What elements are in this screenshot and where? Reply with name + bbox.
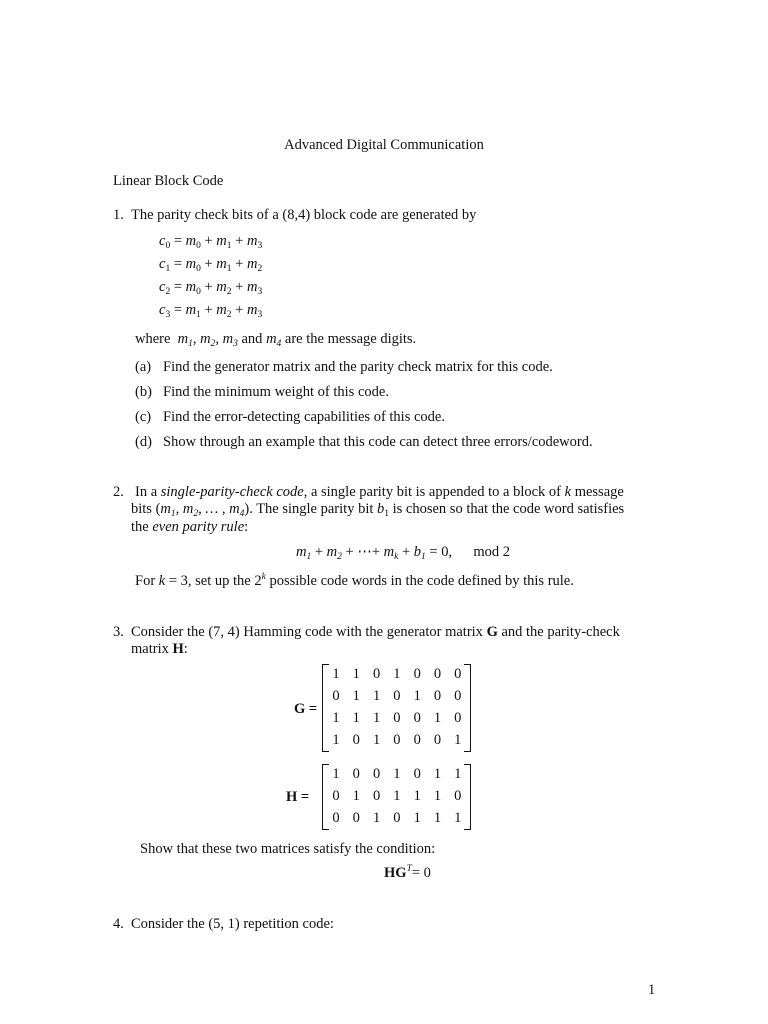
h-matrix-label: H = — [286, 789, 310, 805]
q1-part-text: Show through an example that this code can detect three errors/codeword. — [163, 434, 593, 450]
h-matrix — [322, 764, 471, 830]
section-heading: Linear Block Code — [113, 173, 224, 189]
cond-t: T — [406, 864, 412, 874]
matrix-cell: 1 — [433, 766, 442, 782]
page-number: 1 — [648, 982, 656, 998]
q1-part-label: (a) — [135, 359, 152, 375]
q2-l1a: In a — [135, 484, 161, 500]
q1-intro: The parity check bits of a (8,4) block code are generated by — [131, 207, 477, 223]
q2-kl-sup: k — [261, 572, 266, 582]
where-and: and — [241, 331, 263, 347]
q3-l1b: and the parity-check — [497, 624, 620, 640]
matrix-cell: 0 — [372, 788, 381, 804]
q1-equation: $c_2 = m_0 + m_2 + m_3$ — [159, 279, 263, 297]
q2-kl-k: k — [158, 573, 166, 589]
matrix-cell: 1 — [393, 788, 401, 804]
q2-kl-b: = 3, set up the 2 — [165, 573, 262, 589]
q2-kl-c: possible code words in the code defined by this rule. — [265, 573, 574, 589]
matrix-cell: 1 — [413, 788, 421, 804]
matrix-cell: 0 — [352, 766, 360, 782]
matrix-cell: 1 — [352, 788, 360, 804]
q1-part-label: (c) — [135, 409, 152, 425]
q1-equation: $c_1 = m_0 + m_1 + m_2$ — [159, 256, 263, 274]
matrix-cell: 1 — [332, 710, 340, 726]
q1-part-text: Find the minimum weight of this code. — [163, 384, 389, 400]
matrix-cell: 1 — [433, 810, 442, 826]
matrix-cell: 1 — [372, 810, 381, 826]
matrix-cell: 1 — [393, 766, 401, 782]
matrix-cell: 0 — [393, 810, 401, 826]
q3-condition — [384, 865, 431, 882]
matrix-cell: 0 — [433, 666, 442, 682]
q2-eq-mod: mod 2 — [473, 544, 510, 560]
q2-k-line — [135, 573, 574, 590]
q2-equation: $m_1 + m_2$ + ⋯+ $m_k + b_1 = 0$, mod 2 — [296, 544, 510, 562]
where-suffix: are the message digits. — [284, 331, 417, 347]
matrix-cell: 1 — [393, 666, 401, 682]
matrix-cell: 0 — [332, 788, 340, 804]
q3-line-2 — [131, 641, 188, 658]
q1-part-text: Find the error-detecting capabilities of this code. — [163, 409, 445, 425]
matrix-cell: 0 — [372, 666, 381, 682]
q2-line-3 — [131, 519, 248, 536]
q2-l2-b1: b — [377, 501, 385, 517]
q3-G: G — [486, 624, 498, 640]
matrix-row — [322, 666, 471, 688]
q2-l1-k: k — [564, 484, 572, 500]
q4-number: 4. — [113, 916, 124, 932]
matrix-cell: 0 — [332, 810, 340, 826]
matrix-row — [322, 732, 471, 754]
matrix-cell: 1 — [372, 688, 381, 704]
matrix-cell: 0 — [454, 710, 462, 726]
q2-l2a: bits ( — [131, 501, 161, 517]
matrix-cell: 1 — [332, 732, 340, 748]
g-matrix-label: G = — [294, 701, 318, 717]
matrix-cell: 1 — [433, 710, 442, 726]
where-prefix: where — [135, 331, 171, 347]
q2-l1c: message — [571, 484, 624, 500]
matrix-cell: 1 — [454, 810, 462, 826]
matrix-cell: 0 — [332, 688, 340, 704]
matrix-cell: 1 — [413, 810, 421, 826]
q2-line-2: bits ($m_1$, $m_2$, … , $m_4$). The single parity bit $b_1$ is chosen so that the code word satisfies — [131, 501, 625, 519]
q1-where-line: where $m_1$, $m_2$, $m_3$ and $m_4$ are the message digits. — [135, 331, 417, 349]
matrix-cell: 0 — [454, 688, 462, 704]
q2-l2c: is chosen so that the code word satisfies — [389, 501, 625, 517]
q2-l3b: : — [244, 519, 249, 535]
matrix-cell: 1 — [332, 666, 340, 682]
matrix-cell: 1 — [372, 732, 381, 748]
q2-kl-a: For — [135, 573, 159, 589]
q2-line-1 — [135, 484, 624, 501]
matrix-cell: 0 — [393, 710, 401, 726]
q3-line-1 — [131, 624, 620, 641]
q1-part-label: (d) — [135, 434, 152, 450]
matrix-cell: 0 — [413, 666, 421, 682]
q3-show-text: Show that these two matrices satisfy the condition: — [140, 841, 436, 857]
q1-equation: $c_0 = m_0 + m_1 + m_3$ — [159, 233, 263, 251]
matrix-row — [322, 788, 471, 810]
matrix-cell: 0 — [454, 788, 462, 804]
matrix-row — [322, 688, 471, 710]
q2-l3-italic: even parity rule — [152, 519, 245, 535]
q3-l2: matrix — [131, 641, 173, 657]
matrix-cell: 0 — [352, 810, 360, 826]
q1-part-label: (b) — [135, 384, 152, 400]
q2-number: 2. — [113, 484, 124, 500]
matrix-cell: 1 — [352, 710, 360, 726]
matrix-cell: 1 — [413, 688, 421, 704]
q2-l2b: ). The single parity bit — [244, 501, 377, 517]
matrix-cell: 1 — [352, 688, 360, 704]
matrix-cell: 0 — [413, 732, 421, 748]
matrix-cell: 1 — [454, 732, 462, 748]
q2-l3a: the — [131, 519, 153, 535]
q2-eq-rhs: = 0, — [429, 544, 453, 560]
matrix-row — [322, 810, 471, 832]
q3-H: H — [172, 641, 184, 657]
matrix-cell: 1 — [433, 788, 442, 804]
q2-l1-italic: single-parity-check code — [160, 484, 304, 500]
matrix-cell: 0 — [372, 766, 381, 782]
matrix-cell: 1 — [372, 710, 381, 726]
matrix-cell: 0 — [352, 732, 360, 748]
q1-equation: $c_3 = m_1 + m_2 + m_3$ — [159, 302, 263, 320]
matrix-cell: 1 — [332, 766, 340, 782]
q4-text: Consider the (5, 1) repetition code: — [131, 916, 334, 932]
matrix-row — [322, 710, 471, 732]
g-matrix — [322, 664, 471, 752]
q3-l1: Consider the (7, 4) Hamming code with the generator matrix — [131, 624, 487, 640]
q2-l1b: , a single parity bit is appended to a block of — [303, 484, 565, 500]
matrix-cell: 1 — [352, 666, 360, 682]
matrix-cell: 0 — [393, 688, 401, 704]
q3-l2b: : — [183, 641, 188, 657]
cond-hg: HG — [384, 865, 407, 881]
q1-part-text: Find the generator matrix and the parity check matrix for this code. — [163, 359, 553, 375]
matrix-cell: 0 — [413, 710, 421, 726]
q1-number: 1. — [113, 207, 124, 223]
matrix-cell: 0 — [454, 666, 462, 682]
cond-rhs: = 0 — [411, 865, 431, 881]
matrix-cell: 0 — [433, 732, 442, 748]
matrix-cell: 0 — [413, 766, 421, 782]
matrix-cell: 0 — [393, 732, 401, 748]
matrix-cell: 1 — [454, 766, 462, 782]
matrix-row — [322, 766, 471, 788]
q3-number: 3. — [113, 624, 124, 640]
matrix-cell: 0 — [433, 688, 442, 704]
page-title: Advanced Digital Communication — [284, 137, 484, 153]
